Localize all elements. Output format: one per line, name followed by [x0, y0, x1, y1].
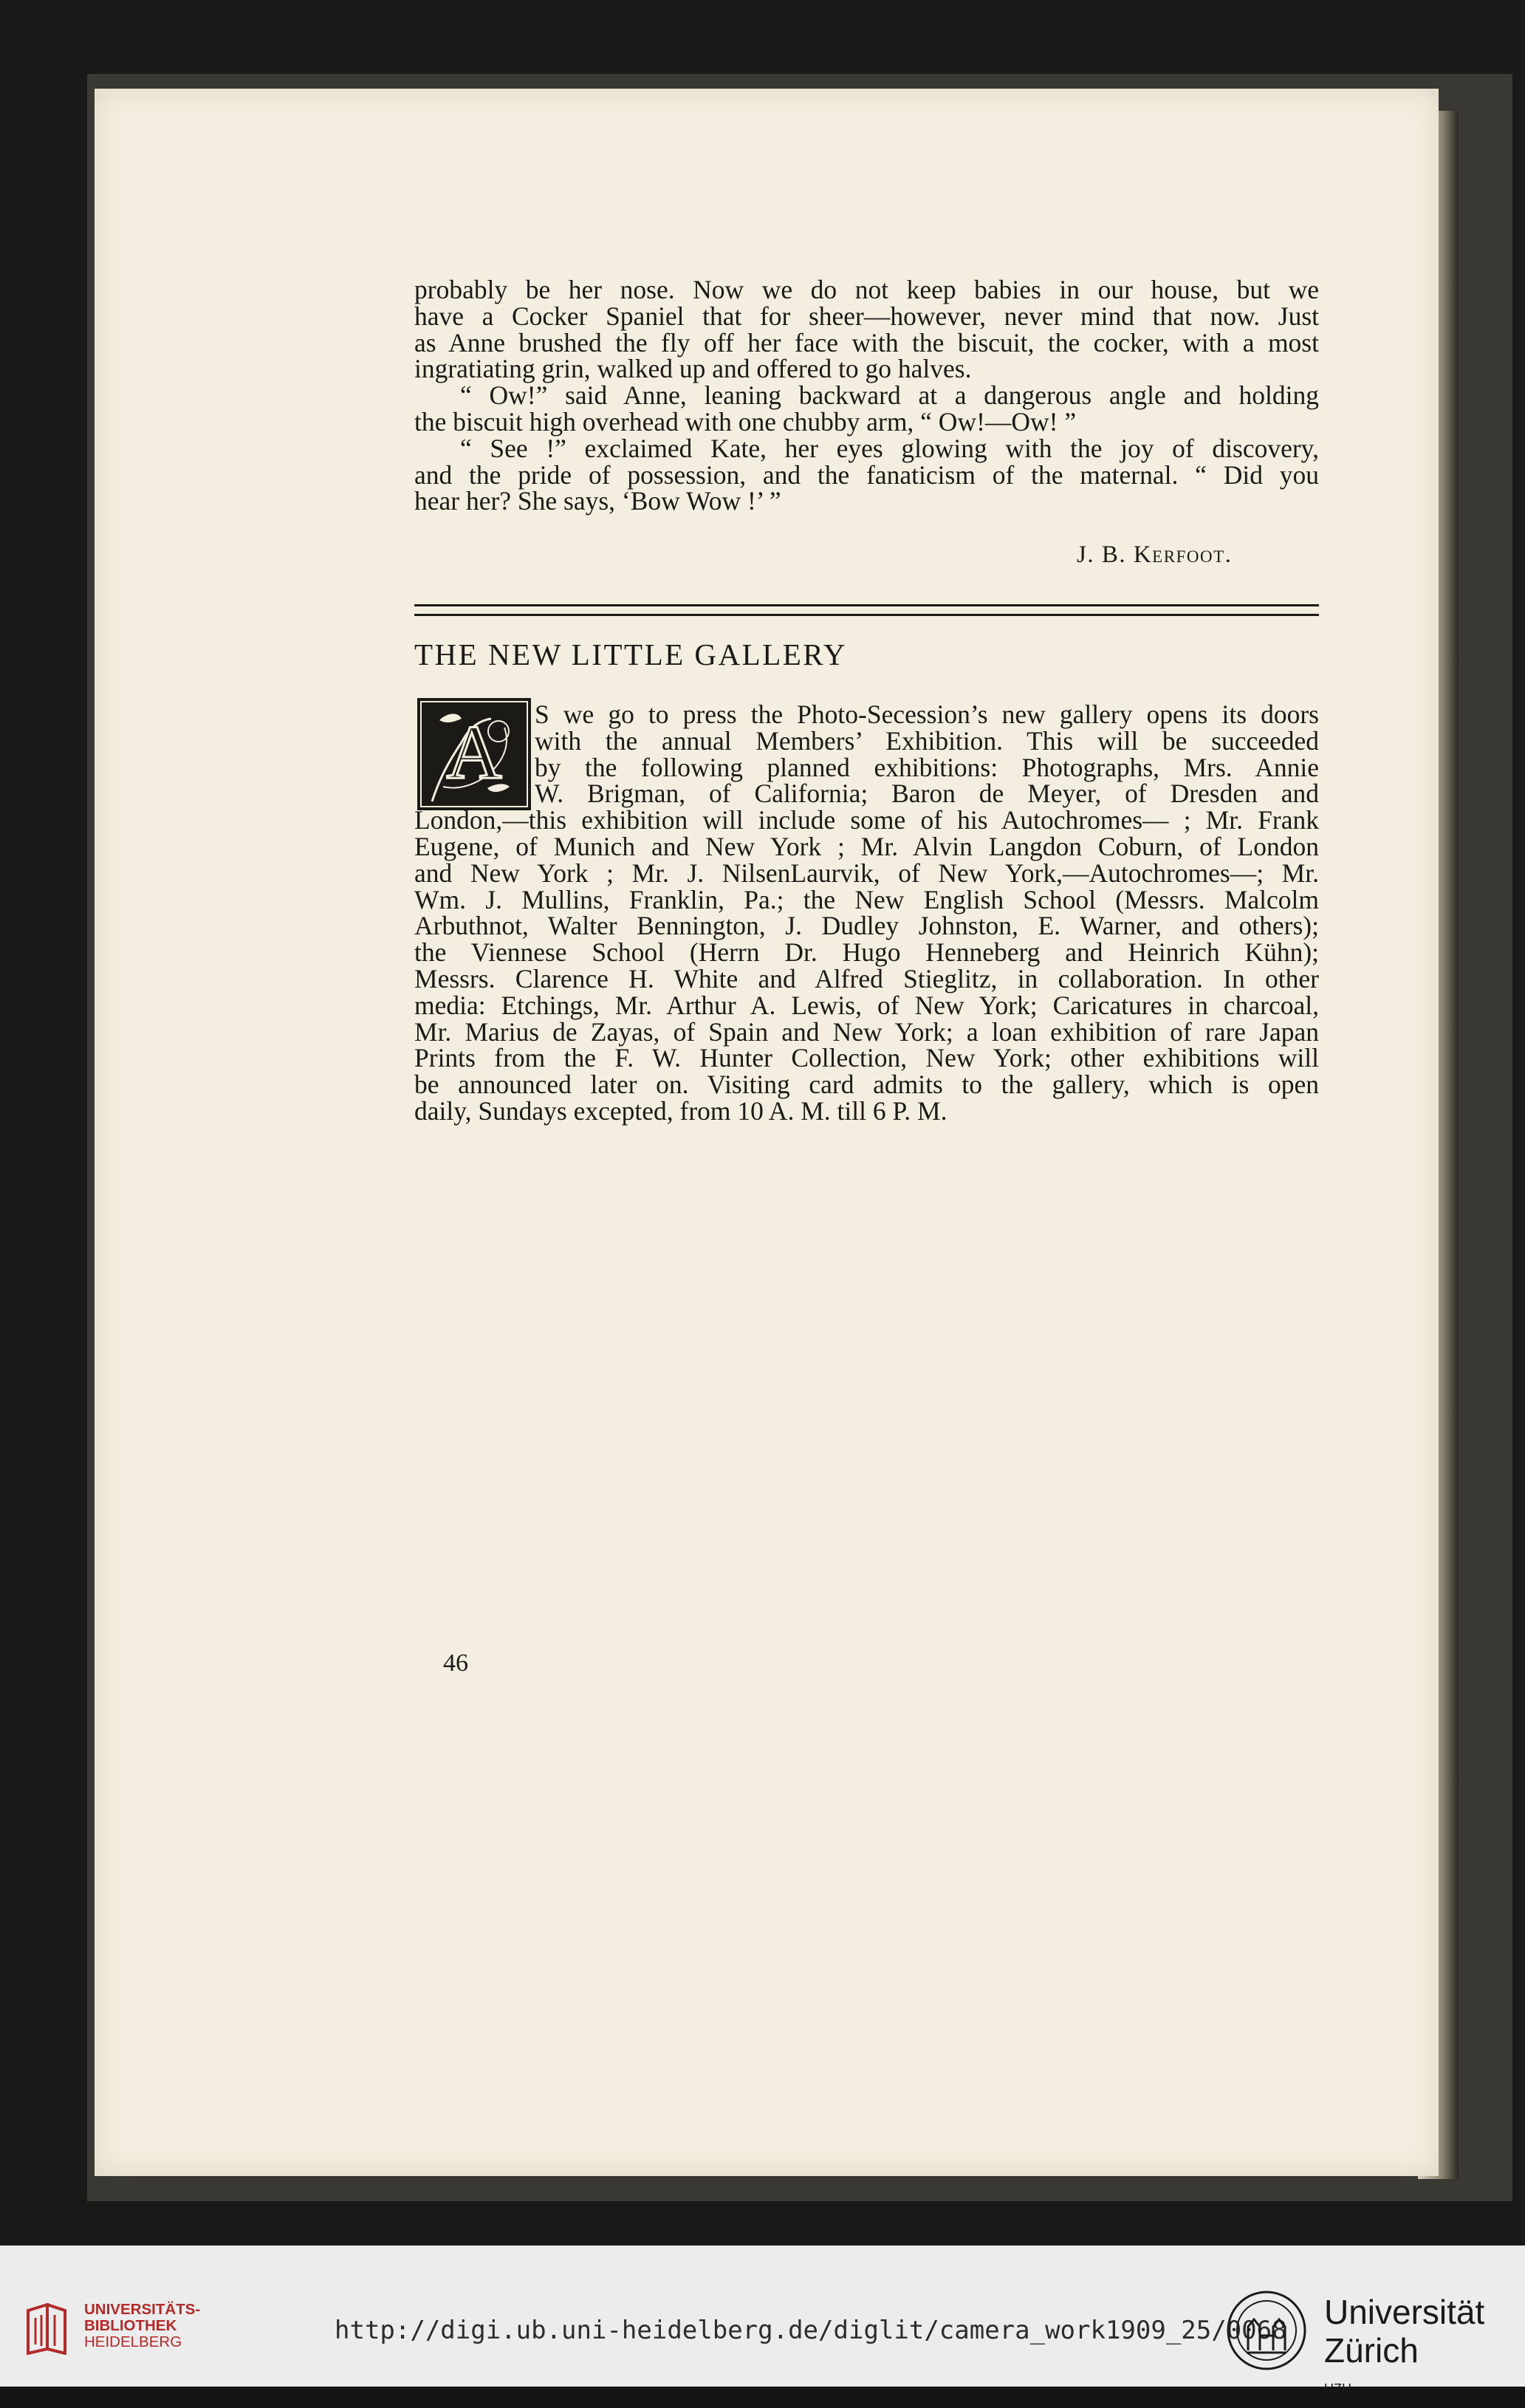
university-name — [1324, 2293, 1484, 2408]
text-line: W. Brigman, of California; Baron de Meyer, of Dresden and — [535, 779, 1319, 809]
text-line: the Viennese School (Herrn Dr. Hugo Henneberg and Heinrich Kühn); — [414, 937, 1319, 968]
text-line: media: Etchings, Mr. Arthur A. Lewis, of New York; Caricatures in charcoal, — [414, 990, 1319, 1020]
text-line: Messrs. Clarence H. White and Alfred Stieglitz, in collaboration. In other — [414, 963, 1319, 993]
story-ending-paragraph — [414, 277, 1319, 515]
text-line: “ Ow!” said Anne, leaning backward at a dangerous angle and holding — [460, 380, 1319, 411]
text-line: daily, Sundays excepted, from 10 A. M. till 6 P. M. — [414, 1095, 947, 1126]
text-line: Mr. Marius de Zayas, of Spain and New York; a loan exhibition of rare Japan — [414, 1016, 1319, 1047]
text-line: S we go to press the Photo-Secession’s new gallery opens its doors — [535, 700, 1319, 729]
university-abbreviation: UZH — [1324, 2381, 1351, 2396]
text-line: London,—this exhibition will include some of his Autochromes— ; Mr. Frank — [414, 805, 1319, 835]
university-name-line: Universität — [1324, 2293, 1485, 2331]
text-line: and the pride of possession, and the fanaticism of the maternal. “ Did you — [414, 459, 1319, 490]
text-line: by the following planned exhibitions: Photographs, Mrs. Annie — [535, 752, 1319, 782]
text-line: have a Cocker Spaniel that for sheer—however, never mind that now. Just — [414, 301, 1319, 331]
drop-cap-letter: A — [446, 710, 502, 795]
section-divider — [414, 614, 1319, 616]
permalink-url[interactable]: http://digi.ub.uni-heidelberg.de/diglit/camera_work1909_25/0068 — [335, 2316, 1287, 2345]
viewer-footer — [0, 2245, 1525, 2396]
text-line: ingratiating grin, walked up and offered to go halves. — [414, 354, 972, 384]
author-signature: J. B. Kerfoot. — [1077, 541, 1233, 568]
text-line: with the annual Members’ Exhibition. This will be succeeded — [535, 725, 1319, 756]
text-line: be announced later on. Visiting card admits to the gallery, which is open — [414, 1070, 1319, 1100]
library-name-line: BIBLIOTHEK — [84, 2317, 177, 2334]
library-logo-icon — [25, 2303, 68, 2355]
text-line: as Anne brushed the fly off her face with the biscuit, the cocker, with a most — [414, 327, 1319, 358]
section-heading: THE NEW LITTLE GALLERY — [414, 637, 847, 671]
text-line: “ See !” exclaimed Kate, her eyes glowing with the joy of discovery, — [460, 433, 1319, 463]
text-line: probably be her nose. Now we do not keep babies in our house, but we — [414, 275, 1319, 304]
page-number: 46 — [443, 1649, 468, 1677]
gallery-announcement-paragraph — [414, 702, 1319, 1125]
library-name — [84, 2302, 200, 2350]
text-line: and New York ; Mr. J. NilsenLaurvik, of New York,—Autochromes—; Mr. — [414, 858, 1319, 888]
text-line: Prints from the F. W. Hunter Collection, New York; other exhibitions will — [414, 1043, 1319, 1073]
university-city: Zürich — [1324, 2331, 1419, 2370]
university-seal-icon — [1226, 2290, 1307, 2371]
text-line: the biscuit high overhead with one chubby arm, “ Ow!—Ow! ” — [414, 406, 1077, 437]
text-line: Wm. J. Mullins, Franklin, Pa.; the New English School (Messrs. Malcolm — [414, 884, 1319, 914]
university-name-line — [1324, 2331, 1484, 2408]
library-name-line: UNIVERSITÄTS- — [84, 2301, 201, 2318]
text-line: Arbuthnot, Walter Bennington, J. Dudley Johnston, E. Warner, and others); — [414, 911, 1319, 941]
library-name-line: HEIDELBERG — [84, 2333, 182, 2350]
text-line: Eugene, of Munich and New York ; Mr. Alvin Langdon Coburn, of London — [414, 831, 1319, 861]
text-line: hear her? She says, ‘Bow Wow !’ ” — [414, 486, 781, 516]
section-divider — [414, 604, 1319, 606]
